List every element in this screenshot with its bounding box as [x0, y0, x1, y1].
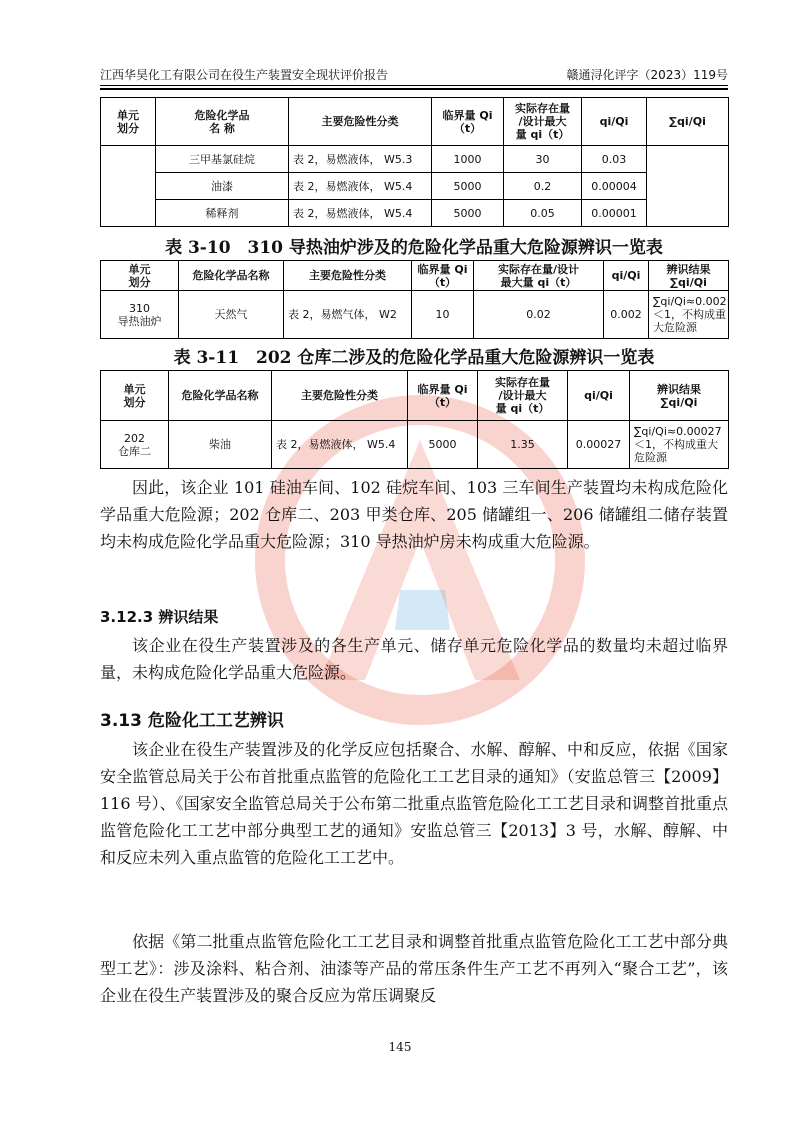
col-header-chemical: 危险化学品 名 称 — [156, 98, 289, 146]
col-header-chemical: 危险化学品名称 — [179, 261, 284, 291]
col-header-threshold: 临界量 Qi （t） — [412, 261, 474, 291]
cell-chemical: 天然气 — [179, 291, 284, 339]
cell-result: ∑qi/Qi≈0.00027＜1，不构成重大危险源 — [630, 421, 729, 469]
cell-hazard: 表 2，易燃液体， W5.4 — [272, 421, 408, 469]
col-header-ratio: qi/Qi — [604, 261, 649, 291]
cell-actual: 30 — [504, 146, 582, 173]
cell-chemical: 稀释剂 — [156, 200, 289, 227]
header-report-number: 赣通浔化评字（2023）119号 — [566, 68, 728, 82]
heading-3-13: 3.13 危险化工工艺辨识 — [100, 711, 284, 731]
table-row — [101, 146, 729, 173]
col-header-sum: ∑qi/Qi — [647, 98, 729, 146]
cell-threshold: 1000 — [432, 146, 504, 173]
table-row — [101, 291, 729, 339]
col-header-unit: 单元 划分 — [101, 98, 156, 146]
cell-hazard: 表 2，易燃液体， W5.4 — [289, 173, 432, 200]
table-310-caption: 表 3-10 310 导热油炉涉及的危险化学品重大危险源辨识一览表 — [165, 238, 663, 258]
col-header-hazard: 主要危险性分类 — [272, 371, 408, 421]
cell-result: ∑qi/Qi≈0.002＜1，不构成重大危险源 — [649, 291, 729, 339]
table-202-caption: 表 3-11 202 仓库二涉及的危险化学品重大危险源辨识一览表 — [173, 348, 655, 368]
col-header-unit: 单元 划分 — [101, 371, 169, 421]
col-header-hazard: 主要危险性分类 — [289, 98, 432, 146]
paragraph-process — [100, 736, 728, 871]
cell-sum-empty — [647, 146, 729, 227]
col-header-threshold: 临界量 Qi （t） — [432, 98, 504, 146]
paragraph-text: 依据《第二批重点监管危险化工工艺目录和调整首批重点监管危险化工工艺中部分典型工艺》：涉及涂料、粘合剂、油漆等产品的常压条件生产工艺不再列入“聚合工艺”，该企业在役生产装置涉及的聚合反应为常压调聚反 — [100, 932, 728, 1005]
paragraph-result — [100, 632, 728, 686]
col-header-unit: 单元 划分 — [101, 261, 179, 291]
cell-ratio: 0.00001 — [582, 200, 647, 227]
col-header-chemical: 危险化学品名称 — [169, 371, 272, 421]
col-header-result: 辨识结果 ∑qi/Qi — [649, 261, 729, 291]
paragraph-text: 该企业在役生产装置涉及的化学反应包括聚合、水解、醇解、中和反应，依据《国家安全监管总局关于公布首批重点监管的危险化工工艺目录的通知》（安监总管三【2009】116 号）、《国家安全监管总局关于公布第二批重点监管危险化工工艺目录和调整首批重点监管危险化工工艺中部分典型工艺的通知》安监总管三【2013】3 号，水解、醇解、中和反应未列入重点监管的危险化工工艺中。 — [100, 740, 728, 867]
cell-unit: 202 仓库二 — [101, 421, 169, 469]
cell-ratio: 0.002 — [604, 291, 649, 339]
col-header-result: 辨识结果 ∑qi/Qi — [630, 371, 729, 421]
cell-chemical: 三甲基氯硅烷 — [156, 146, 289, 173]
cell-threshold: 10 — [412, 291, 474, 339]
cell-ratio: 0.00027 — [568, 421, 630, 469]
col-header-actual: 实际存在量/设计 最大量 qi（t） — [474, 261, 604, 291]
col-header-actual: 实际存在量 /设计最大 量 qi（t） — [504, 98, 582, 146]
paragraph-text: 该企业在役生产装置涉及的各生产单元、储存单元危险化学品的数量均未超过临界量，未构成危险化学品重大危险源。 — [100, 636, 728, 682]
page-number: 145 — [388, 1040, 412, 1054]
cell-hazard: 表 2，易燃液体， W5.4 — [289, 200, 432, 227]
table-310 — [100, 260, 729, 339]
cell-ratio: 0.03 — [582, 146, 647, 173]
cell-unit-empty — [101, 146, 156, 227]
cell-actual: 1.35 — [478, 421, 568, 469]
header-rule — [100, 85, 728, 86]
cell-threshold: 5000 — [408, 421, 478, 469]
table-row — [101, 173, 729, 200]
header-report-title: 江西华昊化工有限公司在役生产装置安全现状评价报告 — [100, 68, 389, 82]
table-202 — [100, 370, 729, 469]
cell-chemical: 柴油 — [169, 421, 272, 469]
table-continuation — [100, 97, 729, 227]
col-header-ratio: qi/Qi — [568, 371, 630, 421]
col-header-actual: 实际存在量 /设计最大 量 qi（t） — [478, 371, 568, 421]
cell-unit: 310 导热油炉 — [101, 291, 179, 339]
header-rule-thick — [100, 88, 728, 90]
cell-hazard: 表 2，易燃液体， W5.3 — [289, 146, 432, 173]
col-header-threshold: 临界量 Qi （t） — [408, 371, 478, 421]
heading-3-12-3: 3.12.3 辨识结果 — [100, 608, 219, 626]
cell-hazard: 表 2，易燃气体， W2 — [284, 291, 412, 339]
cell-ratio: 0.00004 — [582, 173, 647, 200]
col-header-ratio: qi/Qi — [582, 98, 647, 146]
page-header — [100, 66, 728, 84]
cell-actual: 0.2 — [504, 173, 582, 200]
cell-chemical: 油漆 — [156, 173, 289, 200]
table-row — [101, 200, 729, 227]
cell-actual: 0.02 — [474, 291, 604, 339]
paragraph-polymerization — [100, 928, 728, 1009]
table-row — [101, 421, 729, 469]
cell-threshold: 5000 — [432, 173, 504, 200]
paragraph-text: 因此，该企业 101 硅油车间、102 硅烷车间、103 三车间生产装置均未构成危险化学品重大危险源；202 仓库二、203 甲类仓库、205 储罐组一、206 储罐组二储存装置均未构成危险化学品重大危险源；310 导热油炉房未构成重大危险源。 — [100, 478, 728, 551]
cell-actual: 0.05 — [504, 200, 582, 227]
col-header-hazard: 主要危险性分类 — [284, 261, 412, 291]
paragraph-conclusion — [100, 474, 728, 555]
cell-threshold: 5000 — [432, 200, 504, 227]
